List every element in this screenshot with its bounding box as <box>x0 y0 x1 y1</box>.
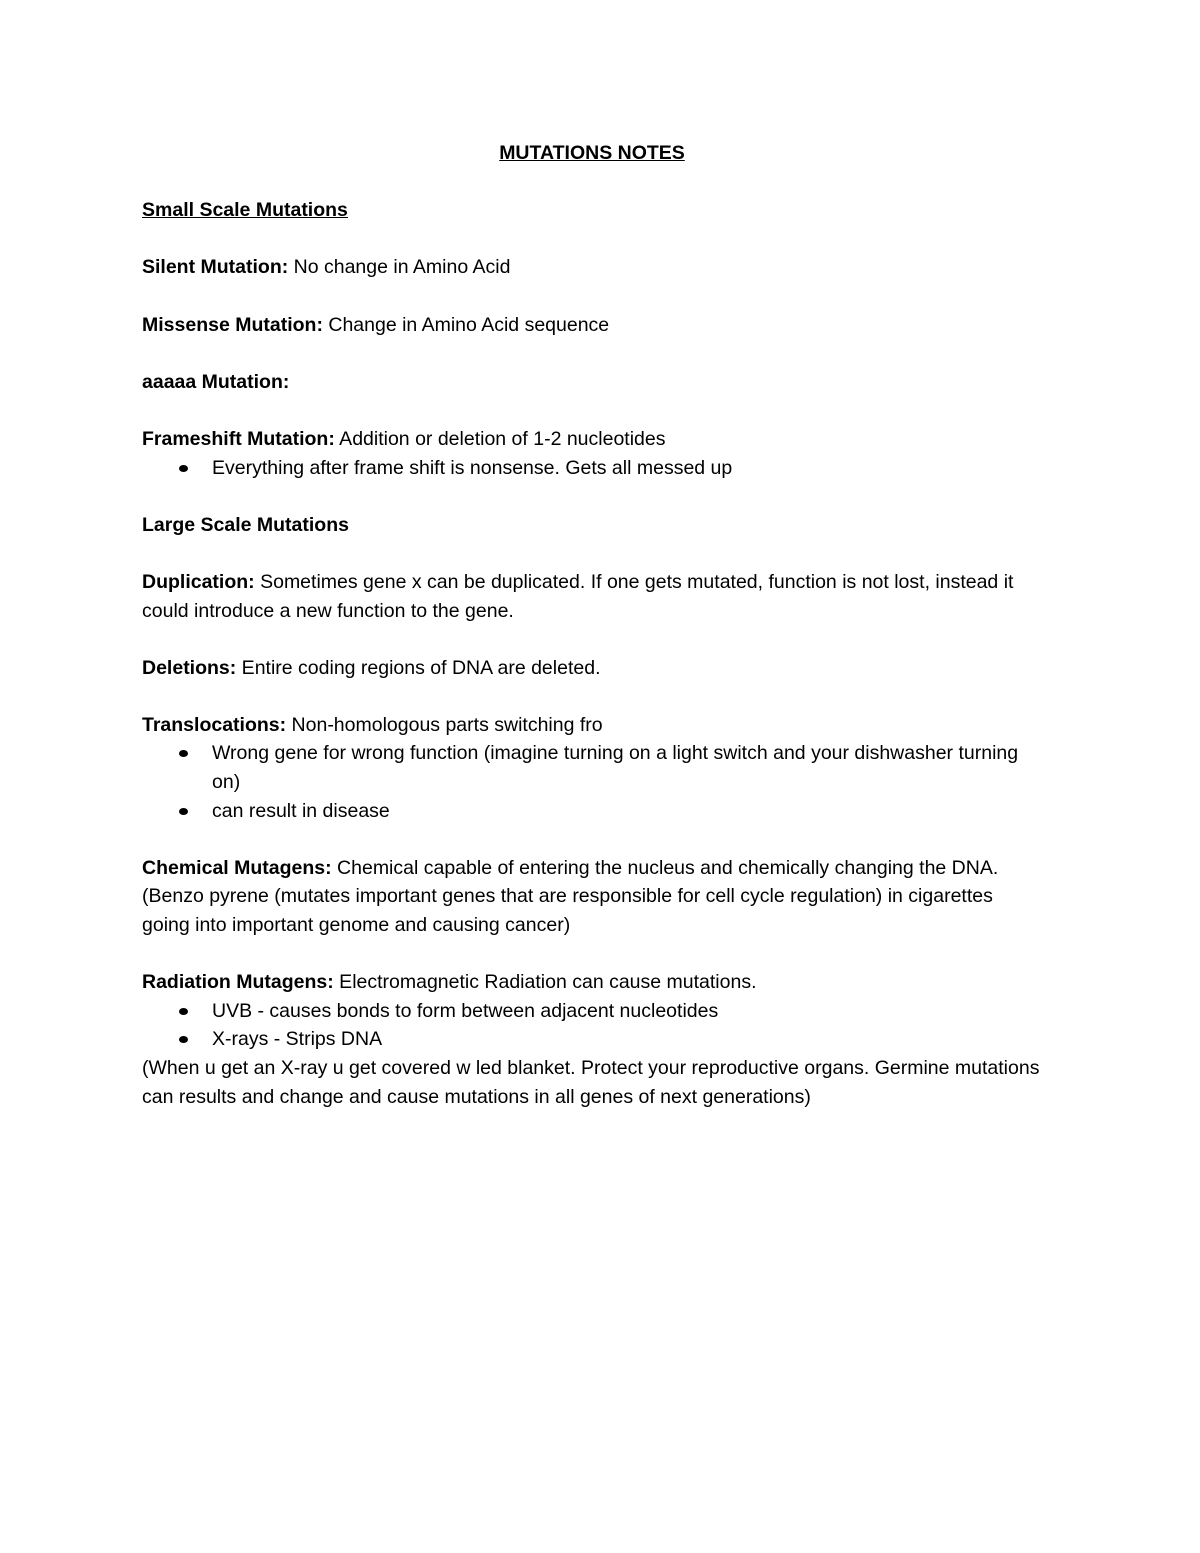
definition-duplication: Sometimes gene x can be duplicated. If one gets mutated, function is not lost, instead it could introduce a new function to the gene. <box>142 570 1014 622</box>
entry-radiation-mutagens <box>142 968 1042 1111</box>
entry-frameshift-mutation <box>142 425 1042 482</box>
list-item <box>212 739 1042 796</box>
document-content <box>142 139 1042 1140</box>
bullet-text: UVB - causes bonds to form between adjacent nucleotides <box>212 999 719 1022</box>
radiation-mutagens-note: (When u get an X-ray u get covered w led blanket. Protect your reproductive organs. Germine mutations can results and change and cause mutations in all genes of next generations) <box>142 1057 1040 1108</box>
term-deletions: Deletions: <box>142 656 237 679</box>
term-aaaaa-mutation: aaaaa Mutation: <box>142 370 290 393</box>
definition-missense-mutation: Change in Amino Acid sequence <box>322 313 610 336</box>
list-item <box>212 1025 1042 1054</box>
page-title: MUTATIONS NOTES <box>499 142 685 164</box>
bullet-text: Everything after frame shift is nonsense. Gets all messed up <box>212 456 733 479</box>
term-radiation-mutagens: Radiation Mutagens: <box>142 971 334 994</box>
term-duplication: Duplication: <box>142 570 255 593</box>
bullet-icon <box>179 465 188 472</box>
entry-silent-mutation <box>142 253 1042 282</box>
term-chemical-mutagens: Chemical Mutagens: <box>142 856 332 879</box>
list-item <box>212 797 1042 826</box>
bullet-icon <box>179 808 188 815</box>
definition-deletions: Entire coding regions of DNA are deleted. <box>236 656 601 679</box>
entry-translocations <box>142 711 1042 825</box>
definition-silent-mutation: No change in Amino Acid <box>288 256 511 279</box>
entry-chemical-mutagens <box>142 854 1042 940</box>
entry-duplication <box>142 568 1042 625</box>
term-missense-mutation: Missense Mutation: <box>142 313 323 336</box>
term-silent-mutation: Silent Mutation: <box>142 256 289 279</box>
bullet-text: X-rays - Strips DNA <box>212 1028 383 1051</box>
bullet-icon <box>179 1036 188 1043</box>
translocations-bullet-list <box>142 739 1042 825</box>
definition-translocations: Non-homologous parts switching fro <box>286 713 603 736</box>
section-heading-small-scale: Small Scale Mutations <box>142 199 348 222</box>
bullet-icon <box>179 750 188 757</box>
bullet-text: can result in disease <box>212 799 390 822</box>
list-item <box>212 454 1042 483</box>
section-heading-large-scale: Large Scale Mutations <box>142 513 349 536</box>
list-item <box>212 997 1042 1026</box>
bullet-icon <box>179 1008 188 1015</box>
entry-aaaaa-mutation <box>142 368 1042 397</box>
definition-frameshift-mutation: Addition or deletion of 1-2 nucleotides <box>334 427 666 450</box>
definition-chemical-mutagens: Chemical capable of entering the nucleus and chemically changing the DNA. <box>331 856 999 879</box>
term-translocations: Translocations: <box>142 713 287 736</box>
frameshift-bullet-list <box>142 454 1042 483</box>
term-frameshift-mutation: Frameshift Mutation: <box>142 427 335 450</box>
entry-deletions <box>142 654 1042 683</box>
radiation-bullet-list <box>142 997 1042 1054</box>
chemical-mutagens-note: (Benzo pyrene (mutates important genes that are responsible for cell cycle regulation) in cigarettes going into important genome and causing cancer) <box>142 885 993 937</box>
entry-missense-mutation <box>142 311 1042 340</box>
bullet-text: Wrong gene for wrong function (imagine turning on a light switch and your dishwasher turning on) <box>212 742 1019 794</box>
definition-radiation-mutagens: Electromagnetic Radiation can cause mutations. <box>333 971 757 994</box>
